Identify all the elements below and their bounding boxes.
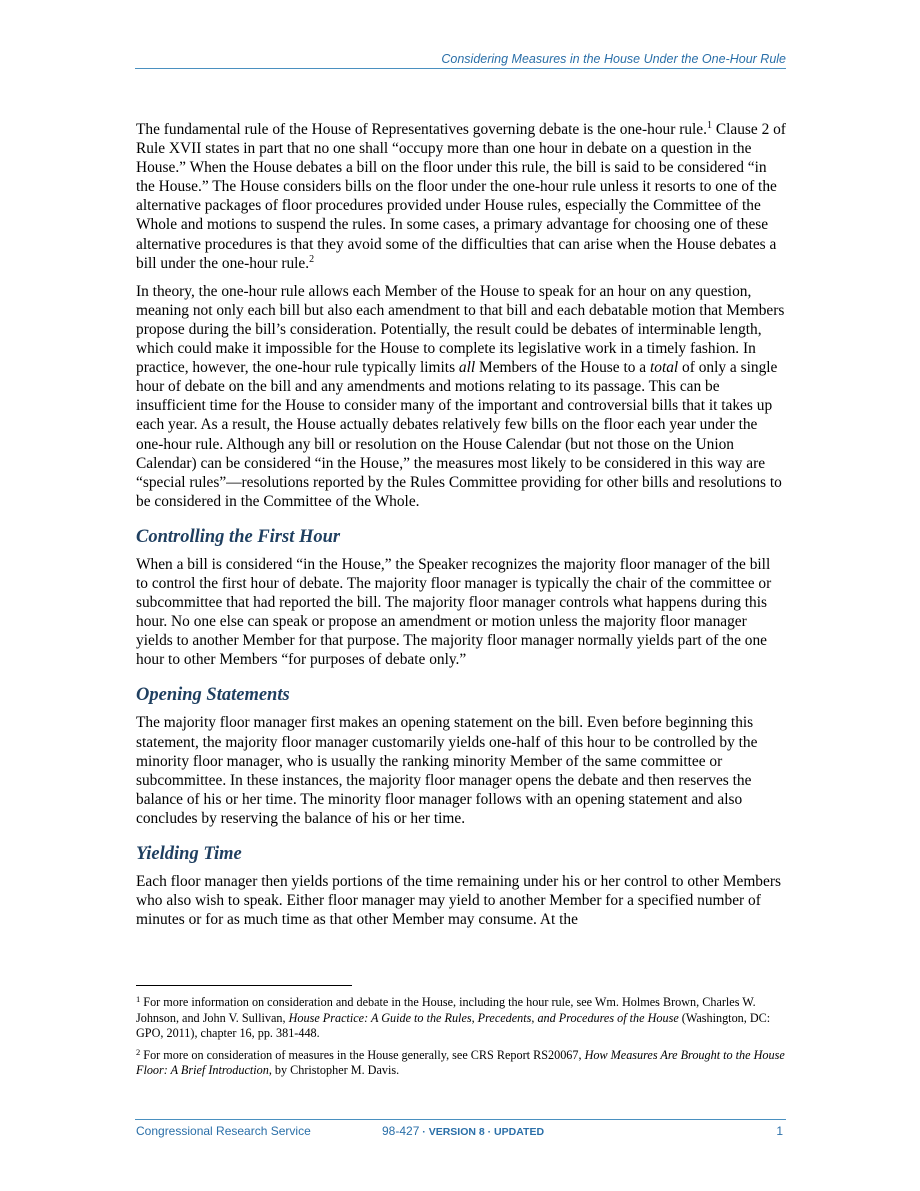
page-footer	[135, 1119, 786, 1138]
paragraph-opening: The majority floor manager first makes an opening statement on the bill. Even before beginning this statement, the majority floor manager customarily yields one-half of this hour to be controlled by the minority floor manager, who is usually the ranking minority Member of the same committee or subcommittee. In these instances, the majority floor manager opens the debate and then reserves the balance of his or her time. The minority floor manager follows with an opening statement and also concludes by reserving the balance of his or her time.	[136, 714, 758, 827]
footnote-ref-1[interactable]: 1	[706, 120, 712, 131]
footnote-1	[136, 995, 786, 1042]
running-header	[135, 52, 786, 69]
paragraph-controlling: When a bill is considered “in the House,” the Speaker recognizes the majority floor manager of the bill to control the first hour of debate. The majority floor manager is typically the chair of the committee or subcommittee that had reported the bill. The majority floor manager controls what happens during this hour. No one else can speak or propose an amendment or motion unless the majority floor manager yields to another Member for that purpose. The majority floor manager normally yields part of the one hour to other Members “for purposes of debate only.”	[136, 555, 772, 669]
footer-report-id	[382, 1124, 544, 1138]
footnote-separator	[136, 985, 352, 986]
page-number: 1	[776, 1124, 783, 1138]
footnote-text: For more information on consideration and debate in the House, including the hour rule, see Wm. Holmes Brown, Charles W. Johnson, and John V. Sullivan,	[136, 995, 756, 1025]
footnote-title: How Measures Are Brought to the House Floor: A Brief Introduction	[136, 1047, 785, 1078]
running-title: Considering Measures in the House Under the One-Hour Rule	[441, 52, 786, 66]
report-number: 98-427	[382, 1124, 420, 1138]
paragraph-theory	[136, 282, 786, 511]
footer-org: Congressional Research Service	[136, 1124, 311, 1138]
emphasis-total: total	[649, 359, 679, 377]
emphasis-all: all	[458, 359, 476, 377]
paragraph-text: The fundamental rule of the House of Representatives governing debate is the one-hour rule.	[136, 121, 707, 138]
paragraph-text: In theory, the one-hour rule allows each Member of the House to speak for an hour on any question, meaning not only each bill but also each amendment to that bill and each debatable motion that Members propose during the bill’s consideration. Potentially, the result could be debates of interminable length, which could make it impossible for the House to complete its legislative work in a timely fashion. In practice, however, the one-hour rule typically limits	[136, 282, 785, 377]
paragraph-intro	[136, 120, 786, 273]
footnote-2	[136, 1048, 786, 1079]
footnote-number: 2	[136, 1046, 141, 1057]
footnotes	[136, 995, 786, 1085]
paragraph-text: Clause 2 of Rule XVII states in part that no one shall “occupy more than one hour in debate on a question in the House.” When the House debates a bill on the floor under this rule, the bill is said to be considered “in the House.” The House considers bills on the floor under the one-hour rule unless it resorts to one of the alternative packages of floor procedures provided under House rules, especially the Committee of the Whole and motions to suspend the rules. In some cases, a primary advantage for choosing one of these alternative procedures is that they avoid some of the difficulties that can arise when the House debates a bill under the one-hour rule.	[136, 121, 786, 272]
paragraph-text: Members of the House to a	[475, 359, 650, 377]
footnote-text: , by Christopher M. Davis.	[268, 1063, 400, 1078]
footnote-title: House Practice: A Guide to the Rules, Precedents, and Procedures of the House	[288, 1010, 679, 1025]
footnote-text: (Washington, DC: GPO, 2011), chapter 16, pp. 381-448.	[136, 1010, 771, 1041]
footnote-text: For more on consideration of measures in the House generally, see CRS Report RS20067,	[140, 1047, 585, 1062]
footnote-ref-2[interactable]: 2	[309, 253, 315, 265]
footnote-number: 1	[136, 994, 141, 1004]
paragraph-yielding: Each floor manager then yields portions of the time remaining under his or her control to other Members who also wish to speak. Either floor manager may yield to another Member for a specified number of minutes or for as much time as that other Member may consume. At the	[136, 873, 781, 929]
paragraph-text: of only a single hour of debate on the bill and any amendments and motions relating to its passage. This can be insufficient time for the House to consider many of the important and controversial bills that it takes up each year. As a result, the House actually debates relatively few bills on the floor each year under the one-hour rule. Although any bill or resolution on the House Calendar (but not those on the Union Calendar) can be considered “in the House,” the measures most likely to be considered in this way are “special rules”—resolutions reported by the Rules Committee providing for other bills and resolutions to be considered in the Committee of the Whole.	[136, 359, 782, 510]
body-text	[136, 120, 786, 938]
heading-controlling-first-hour: Controlling the First Hour	[136, 526, 341, 547]
heading-yielding-time: Yielding Time	[136, 844, 242, 864]
version-label: · VERSION 8 · UPDATED	[419, 1126, 545, 1138]
heading-opening-statements: Opening Statements	[136, 685, 290, 706]
